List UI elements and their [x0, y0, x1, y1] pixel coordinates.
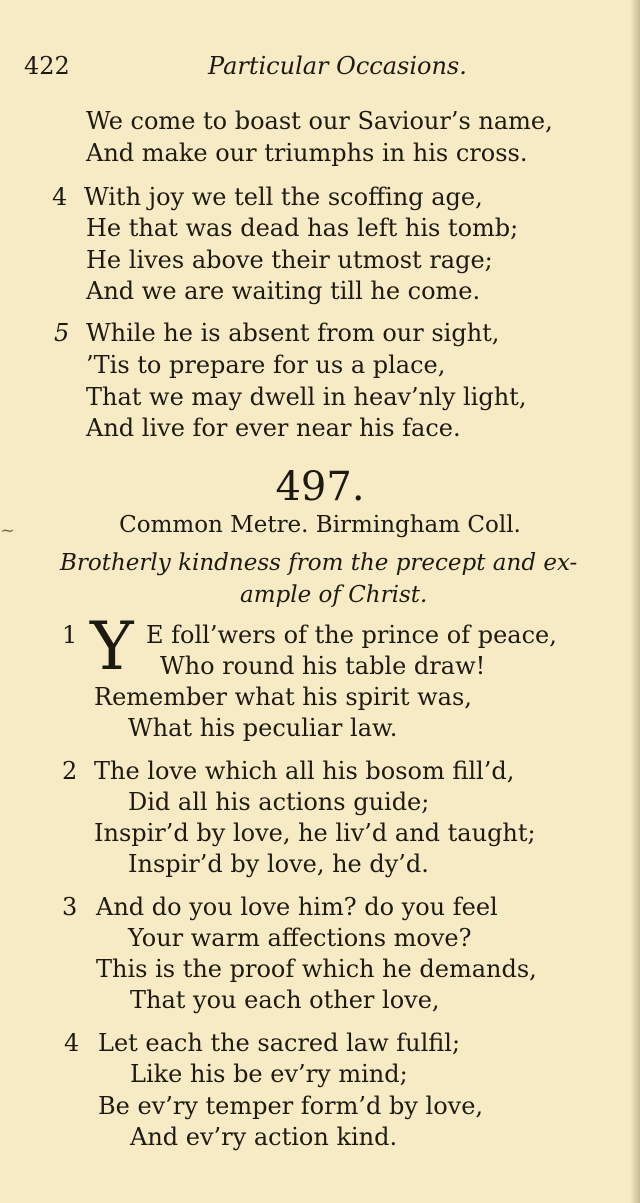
running-title: Particular Occasions. — [208, 52, 467, 80]
hymn-number: 497. — [275, 464, 365, 510]
verse-number: 2 — [62, 757, 78, 785]
verse-line: This is the proof which he demands, — [96, 955, 537, 983]
hymn-subject: Brotherly kindness from the precept and ex- — [60, 550, 578, 576]
verse-line: E foll’wers of the prince of peace, — [146, 621, 557, 649]
page-number: 422 — [24, 52, 70, 80]
verse-line: Inspir’d by love, he liv’d and taught; — [94, 819, 536, 847]
verse-line: And ev’ry action kind. — [130, 1123, 398, 1151]
verse-line: And live for ever near his face. — [86, 414, 461, 442]
verse-line: We come to boast our Saviour’s name, — [86, 107, 553, 135]
verse-line: And make our triumphs in his cross. — [86, 139, 528, 167]
verse-line: While he is absent from our sight, — [86, 319, 500, 347]
hymn-subject: ample of Christ. — [240, 582, 428, 608]
verse-number: 3 — [62, 893, 78, 921]
verse-line: Like his be ev’ry mind; — [130, 1060, 408, 1088]
page-edge-shadow — [630, 0, 640, 1203]
verse-line: Be ev’ry temper form’d by love, — [98, 1092, 484, 1120]
verse-line: That we may dwell in heav’nly light, — [86, 383, 527, 411]
verse-line: ’Tis to prepare for us a place, — [86, 351, 446, 379]
verse-line: What his peculiar law. — [128, 714, 398, 742]
verse-line: The love which all his bosom fill’d, — [94, 757, 515, 785]
verse-line: That you each other love, — [130, 986, 440, 1014]
verse-number: 4 — [64, 1029, 80, 1057]
hymn-metre: Common Metre. Birmingham Coll. — [119, 512, 521, 538]
verse-line: And do you love him? do you feel — [96, 893, 498, 921]
verse-number: 5 — [54, 319, 70, 347]
verse-line: Did all his actions guide; — [128, 788, 430, 816]
page-header — [24, 52, 484, 88]
verse-line: With joy we tell the scoffing age, — [84, 183, 483, 211]
verse-number: 1 — [62, 621, 78, 649]
verse-line: Let each the sacred law fulfil; — [98, 1029, 461, 1057]
verse-line: Who round his table draw! — [160, 652, 486, 680]
verse-line: Your warm affections move? — [128, 924, 472, 952]
verse-line: Inspir’d by love, he dy’d. — [128, 850, 429, 878]
verse-line: He that was dead has left his tomb; — [86, 214, 519, 242]
drop-cap: Y — [90, 608, 134, 685]
verse-line: And we are waiting till he come. — [86, 277, 481, 305]
margin-mark: ~ — [0, 520, 16, 541]
verse-line: Remember what his spirit was, — [94, 683, 472, 711]
verse-number: 4 — [52, 183, 68, 211]
verse-line: He lives above their utmost rage; — [86, 246, 493, 274]
